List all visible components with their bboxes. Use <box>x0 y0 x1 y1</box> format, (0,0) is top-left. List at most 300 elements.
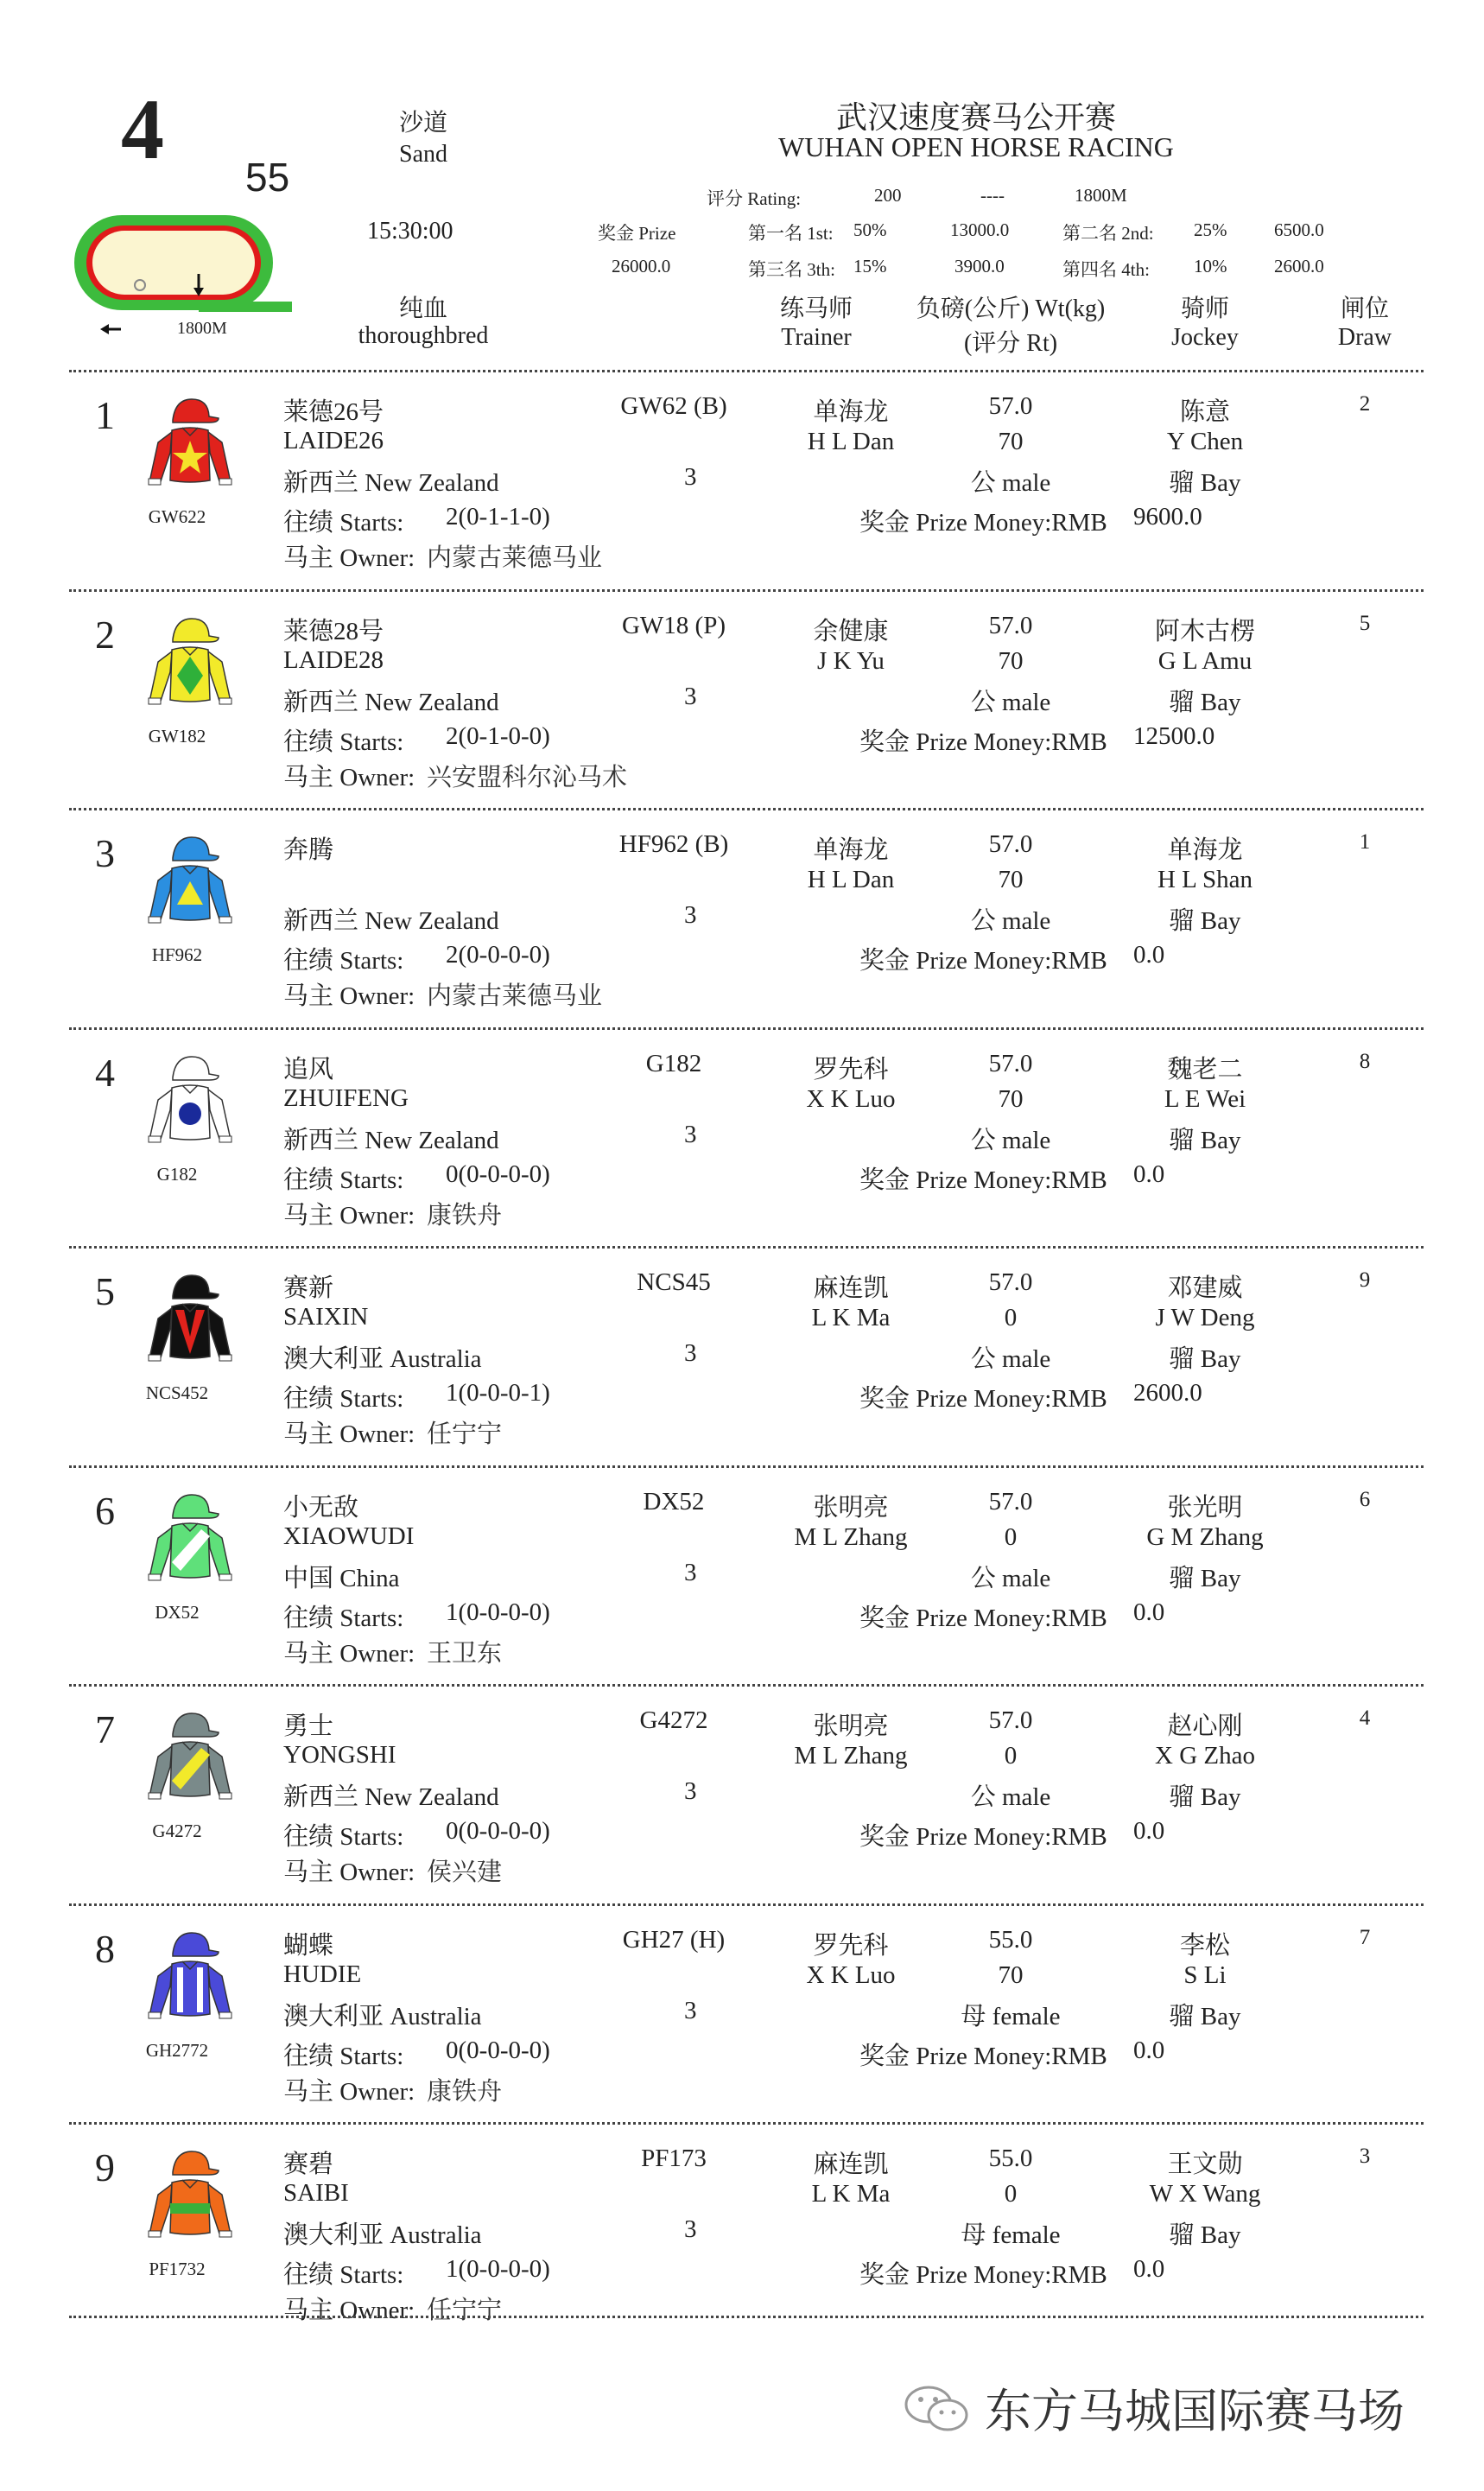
horse-origin: 澳大利亚 Australia <box>283 2002 482 2030</box>
silk-sleeve-right <box>208 1528 231 1579</box>
owner-label: 马主 Owner: <box>283 763 415 791</box>
fourth-label: 第四名 4th: <box>1062 259 1150 280</box>
horse-age: 3 <box>684 1996 697 2024</box>
horse-sex: 母 female <box>961 2002 1061 2030</box>
silk-sleeve-left <box>149 1528 172 1579</box>
horse-age: 3 <box>684 2215 697 2243</box>
horse-sex: 公 male <box>970 1783 1051 1811</box>
jockey-silk <box>143 1272 238 1378</box>
draw-number: 5 <box>1359 611 1371 635</box>
third-amt: 3900.0 <box>954 256 1005 276</box>
starts-label: 往绩 Starts: <box>283 509 404 537</box>
silk-sleeve-left <box>149 432 172 484</box>
horse-code: NCS45 <box>637 1268 711 1296</box>
draw-number: 2 <box>1359 392 1371 416</box>
carried-weight: 55.0 <box>988 1925 1033 1954</box>
horse-color: 骝 Bay <box>1169 1783 1241 1811</box>
horse-rating: 70 <box>998 1084 1024 1113</box>
jockey-en: G M Zhang <box>1146 1522 1264 1551</box>
jockey-zh: 邓建威 <box>1167 1274 1243 1302</box>
owner-name: 康铁舟 <box>427 1201 503 1230</box>
horse-origin: 新西兰 New Zealand <box>283 688 499 716</box>
entry-separator <box>69 370 1424 372</box>
silk-cuff-right <box>219 2231 231 2237</box>
silk-cuff-left <box>149 1355 161 1361</box>
race-index: 55 <box>245 155 290 200</box>
prize-money-value: 9600.0 <box>1133 503 1202 531</box>
silk-code: PF1732 <box>149 2259 206 2279</box>
jockey-zh: 李松 <box>1179 1931 1230 1960</box>
col-weight-en: (评分 Rt) <box>963 330 1058 357</box>
silk-sleeve-left <box>149 2184 172 2236</box>
prize-money-value: 0.0 <box>1133 1598 1165 1626</box>
entry-separator <box>69 1684 1424 1687</box>
horse-name-zh: 赛碧 <box>283 2151 334 2178</box>
rating-label: 评分 Rating: <box>707 188 802 209</box>
second-amt: 6500.0 <box>1274 219 1324 240</box>
jockey-en: J W Deng <box>1155 1304 1255 1331</box>
silk-cuff-right <box>219 1574 231 1580</box>
horse-number: 5 <box>95 1269 115 1313</box>
silk-sleeve-right <box>208 1090 231 1141</box>
horse-name-zh: 勇士 <box>283 1713 334 1740</box>
draw-number: 7 <box>1359 1925 1371 1949</box>
jockey-silk-icon <box>143 1053 238 1153</box>
first-pct: 50% <box>853 219 887 240</box>
horse-number: 9 <box>95 2145 115 2189</box>
silk-code: G182 <box>156 1163 198 1185</box>
rating-value: 200 <box>874 185 902 206</box>
bottom-separator <box>69 2316 1424 2318</box>
second-pct: 25% <box>1194 219 1227 240</box>
draw-number: 1 <box>1359 830 1371 854</box>
silk-brace-right <box>197 1967 203 2012</box>
horse-origin: 新西兰 New Zealand <box>283 469 499 497</box>
silk-cuff-right <box>219 2012 231 2018</box>
silk-sleeve-left <box>149 1966 172 2018</box>
jockey-zh: 王文勋 <box>1167 2151 1243 2178</box>
horse-name-en: XIAOWUDI <box>283 1522 415 1550</box>
owner-label: 马主 Owner: <box>283 1420 415 1448</box>
jockey-silk-icon <box>143 396 238 495</box>
horse-number: 4 <box>95 1050 115 1095</box>
jockey-en: L E Wei <box>1164 1084 1246 1113</box>
jockey-silk-icon <box>143 1710 238 1809</box>
horse-name-zh: 追风 <box>283 1055 334 1083</box>
race-entry <box>0 372 1484 590</box>
trainer-zh: 单海龙 <box>813 836 889 864</box>
jockey-zh: 单海龙 <box>1167 836 1243 864</box>
horse-origin: 澳大利亚 Australia <box>283 1345 482 1373</box>
fourth-amt: 2600.0 <box>1274 256 1324 276</box>
horse-name-en: ZHUIFENG <box>283 1083 409 1112</box>
carried-weight: 57.0 <box>988 1706 1033 1734</box>
silk-cap <box>173 1057 219 1080</box>
prize-total: 26000.0 <box>612 256 671 276</box>
silk-brace-left <box>177 1967 183 2012</box>
jockey-zh: 阿木古楞 <box>1154 617 1255 645</box>
draw-number: 9 <box>1359 1268 1371 1292</box>
silk-sleeve-right <box>208 1966 231 2018</box>
jockey-silk <box>143 2148 238 2254</box>
owner-name: 内蒙古莱德马业 <box>427 544 603 572</box>
silk-cuff-right <box>219 1136 231 1142</box>
fourth-pct: 10% <box>1194 256 1227 276</box>
silk-code: GW182 <box>148 725 206 747</box>
horse-number: 6 <box>95 1488 115 1533</box>
owner-label: 马主 Owner: <box>283 1639 415 1668</box>
col-jockey-en: Jockey <box>1171 324 1239 351</box>
first-amt: 13000.0 <box>950 219 1010 240</box>
horse-color: 骝 Bay <box>1169 2221 1241 2249</box>
horse-color: 骝 Bay <box>1169 688 1241 716</box>
trainer-zh: 麻连凯 <box>813 2151 889 2178</box>
horse-number: 3 <box>95 831 115 875</box>
draw-number: 4 <box>1359 1706 1371 1730</box>
horse-code: PF173 <box>641 2145 707 2172</box>
entry-separator <box>69 1465 1424 1468</box>
silk-sleeve-right <box>208 2184 231 2236</box>
horse-sex: 公 male <box>970 1126 1051 1154</box>
silk-sleeve-left <box>149 870 172 922</box>
carried-weight: 57.0 <box>988 830 1033 858</box>
horse-age: 3 <box>684 1777 697 1805</box>
draw-number: 6 <box>1359 1487 1371 1511</box>
horse-code: GW62 (B) <box>620 392 727 420</box>
horse-age: 3 <box>684 901 697 929</box>
jockey-en: H L Shan <box>1157 866 1253 893</box>
trainer-zh: 余健康 <box>813 617 889 645</box>
race-title-zh: 武汉速度赛马公开赛 <box>835 100 1116 135</box>
prize-money-label: 奖金 Prize Money:RMB <box>859 1385 1107 1413</box>
carried-weight: 57.0 <box>988 1268 1033 1296</box>
breed-zh: 纯血 <box>398 295 447 322</box>
horse-code: G182 <box>645 1049 702 1077</box>
horse-origin: 中国 China <box>283 1564 400 1592</box>
jockey-en: X G Zhao <box>1155 1742 1255 1770</box>
starts-record: 1(0-0-0-0) <box>446 1598 550 1626</box>
third-label: 第三名 3th: <box>748 259 835 280</box>
entry-separator <box>69 2122 1424 2125</box>
starts-label: 往绩 Starts: <box>283 2261 404 2289</box>
trainer-zh: 罗先科 <box>813 1931 889 1960</box>
race-time: 15:30:00 <box>367 218 453 245</box>
silk-code: HF962 <box>151 944 203 965</box>
jockey-silk-icon <box>143 1929 238 2029</box>
prize-money-label: 奖金 Prize Money:RMB <box>859 1166 1107 1194</box>
col-trainer-zh: 练马师 <box>779 295 853 322</box>
silk-cuff-right <box>219 917 231 923</box>
owner-name: 任宁宁 <box>427 1420 503 1448</box>
jockey-silk-icon <box>143 615 238 715</box>
owner-label: 马主 Owner: <box>283 1201 415 1230</box>
starts-label: 往绩 Starts: <box>283 947 404 975</box>
carried-weight: 57.0 <box>988 611 1033 639</box>
carried-weight: 57.0 <box>988 1487 1033 1516</box>
jockey-zh: 魏老二 <box>1167 1055 1243 1083</box>
starts-record: 1(0-0-0-0) <box>446 2255 550 2283</box>
silk-sleeve-right <box>208 870 231 922</box>
prize-label: 奖金 Prize <box>598 223 676 244</box>
trainer-en: M L Zhang <box>794 1522 908 1551</box>
starts-record: 1(0-0-0-1) <box>446 1379 550 1407</box>
jockey-silk <box>143 615 238 721</box>
carried-weight: 57.0 <box>988 1049 1033 1077</box>
silk-cap <box>173 619 219 642</box>
entry-separator <box>69 1027 1424 1030</box>
trainer-en: X K Luo <box>806 1960 896 1989</box>
carried-weight: 57.0 <box>988 392 1033 420</box>
owner-name: 兴安盟科尔沁马术 <box>427 763 628 791</box>
surface-zh: 沙道 <box>398 110 447 137</box>
jockey-en: Y Chen <box>1166 428 1244 455</box>
col-draw-en: Draw <box>1337 324 1392 351</box>
first-label: 第一名 1st: <box>748 223 834 244</box>
silk-cuff-left <box>149 479 161 485</box>
horse-sex: 公 male <box>970 1345 1051 1373</box>
prize-money-label: 奖金 Prize Money:RMB <box>859 1823 1107 1851</box>
owner-label: 马主 Owner: <box>283 2297 415 2324</box>
prize-money-value: 2600.0 <box>1133 1379 1202 1407</box>
race-entry <box>0 810 1484 1028</box>
jockey-silk-icon <box>143 2148 238 2247</box>
race-entry <box>0 1905 1484 2124</box>
horse-name-en: YONGSHI <box>283 1741 396 1769</box>
silk-cap <box>173 1713 219 1737</box>
silk-sleeve-right <box>208 1746 231 1798</box>
jockey-zh: 陈意 <box>1179 398 1230 426</box>
horse-rating: 70 <box>998 1960 1024 1989</box>
breed-en: thoroughbred <box>358 322 489 349</box>
starts-label: 往绩 Starts: <box>283 728 404 756</box>
silk-code: NCS452 <box>145 1382 209 1403</box>
starts-record: 2(0-1-0-0) <box>446 721 550 750</box>
starts-record: 0(0-0-0-0) <box>446 1160 550 1188</box>
jockey-zh: 赵心刚 <box>1167 1713 1243 1740</box>
prize-money-label: 奖金 Prize Money:RMB <box>859 947 1107 975</box>
carried-weight: 55.0 <box>988 2145 1033 2172</box>
starts-label: 往绩 Starts: <box>283 1823 404 1851</box>
starts-label: 往绩 Starts: <box>283 2042 404 2070</box>
horse-sex: 公 male <box>970 907 1051 935</box>
horse-name-en: HUDIE <box>283 1960 362 1988</box>
horse-name-zh: 莱德28号 <box>283 617 384 645</box>
jockey-zh: 张光明 <box>1167 1493 1243 1522</box>
trainer-zh: 张明亮 <box>813 1713 889 1740</box>
starts-label: 往绩 Starts: <box>283 1604 404 1632</box>
col-jockey-zh: 骑师 <box>1180 295 1229 322</box>
draw-number: 3 <box>1359 2145 1371 2168</box>
silk-code: DX52 <box>155 1601 200 1623</box>
race-entry <box>0 2124 1484 2342</box>
horse-name-zh: 奔腾 <box>283 836 334 864</box>
silk-cuff-left <box>149 2231 161 2237</box>
horse-name-zh: 莱德26号 <box>283 398 384 426</box>
horse-code: GH27 (H) <box>622 1925 726 1954</box>
horse-sex: 公 male <box>970 469 1051 497</box>
silk-cap <box>173 1495 219 1518</box>
starts-record: 2(0-0-0-0) <box>446 941 550 969</box>
silk-cap <box>173 1275 219 1299</box>
race-entry <box>0 1248 1484 1466</box>
horse-rating: 0 <box>1004 1742 1018 1770</box>
horse-number: 1 <box>95 393 115 437</box>
horse-color: 骝 Bay <box>1169 1126 1241 1154</box>
jockey-silk-icon <box>143 1491 238 1591</box>
horse-rating: 0 <box>1004 1304 1018 1331</box>
race-entry <box>0 1686 1484 1904</box>
trainer-en: M L Zhang <box>794 1742 908 1770</box>
horse-sex: 公 male <box>970 688 1051 716</box>
owner-name: 内蒙古莱德马业 <box>427 982 603 1010</box>
horse-color: 骝 Bay <box>1169 1345 1241 1373</box>
race-title-en: WUHAN OPEN HORSE RACING <box>778 131 1174 162</box>
owner-name: 王卫东 <box>427 1639 503 1668</box>
owner-label: 马主 Owner: <box>283 1859 415 1886</box>
silk-cuff-left <box>149 917 161 923</box>
race-entry <box>0 1467 1484 1686</box>
silk-sleeve-left <box>149 651 172 703</box>
silk-hoop <box>170 2203 210 2214</box>
rating-dash: ---- <box>980 185 1005 206</box>
horse-color: 骝 Bay <box>1169 1564 1241 1592</box>
horse-age: 3 <box>684 1339 697 1367</box>
horse-color: 骝 Bay <box>1169 2002 1241 2030</box>
jockey-silk <box>143 396 238 502</box>
owner-label: 马主 Owner: <box>283 544 415 572</box>
horse-name-zh: 蝴蝶 <box>283 1931 334 1960</box>
wechat-icon <box>903 2382 972 2434</box>
horse-number: 8 <box>95 1926 115 1971</box>
horse-origin: 新西兰 New Zealand <box>283 1783 499 1811</box>
trainer-en: L K Ma <box>811 1304 891 1331</box>
silk-cuff-left <box>149 1574 161 1580</box>
horse-code: HF962 (B) <box>618 830 729 858</box>
horse-number: 7 <box>95 1707 115 1751</box>
entry-separator <box>69 808 1424 810</box>
owner-name: 康铁舟 <box>427 2077 503 2106</box>
jockey-silk-icon <box>143 834 238 933</box>
silk-cuff-right <box>219 479 231 485</box>
silk-disc <box>179 1103 201 1125</box>
prize-money-value: 0.0 <box>1133 1817 1165 1845</box>
prize-money-label: 奖金 Prize Money:RMB <box>859 1604 1107 1632</box>
starts-record: 0(0-0-0-0) <box>446 2036 550 2064</box>
silk-cuff-right <box>219 698 231 704</box>
silk-cuff-right <box>219 1793 231 1799</box>
prize-money-label: 奖金 Prize Money:RMB <box>859 2261 1107 2289</box>
owner-label: 马主 Owner: <box>283 982 415 1010</box>
owner-label: 马主 Owner: <box>283 2077 415 2106</box>
silk-sleeve-left <box>149 1308 172 1360</box>
jockey-silk <box>143 834 238 940</box>
footer-brand-text: 东方马城国际赛马场 <box>985 2384 1405 2438</box>
draw-number: 8 <box>1359 1049 1371 1073</box>
silk-sleeve-right <box>208 651 231 703</box>
trainer-zh: 罗先科 <box>813 1055 889 1083</box>
trainer-zh: 麻连凯 <box>813 1274 889 1302</box>
silk-code: G4272 <box>152 1821 202 1841</box>
silk-sleeve-left <box>149 1746 172 1798</box>
trainer-en: H L Dan <box>807 428 895 455</box>
prize-money-value: 0.0 <box>1133 941 1165 969</box>
trainer-en: X K Luo <box>806 1084 896 1113</box>
silk-code: GW622 <box>148 506 206 527</box>
horse-rating: 70 <box>998 428 1024 455</box>
jockey-silk <box>143 1491 238 1598</box>
surface-en: Sand <box>399 141 447 168</box>
horse-name-zh: 赛新 <box>283 1274 334 1302</box>
distance: 1800M <box>1075 185 1127 206</box>
horse-origin: 新西兰 New Zealand <box>283 907 499 935</box>
entry-separator <box>69 1246 1424 1249</box>
second-label: 第二名 2nd: <box>1062 223 1154 244</box>
horse-code: DX52 <box>643 1487 705 1516</box>
silk-cuff-left <box>149 1136 161 1142</box>
silk-cuff-left <box>149 1793 161 1799</box>
horse-rating: 70 <box>998 866 1024 893</box>
silk-code: GH2772 <box>145 2039 209 2061</box>
horse-age: 3 <box>684 1120 697 1148</box>
col-trainer-en: Trainer <box>781 324 852 351</box>
horse-age: 3 <box>684 682 697 710</box>
horse-sex: 母 female <box>961 2221 1061 2249</box>
horse-rating: 0 <box>1004 1522 1018 1551</box>
trainer-en: L K Ma <box>811 2180 891 2208</box>
jockey-silk <box>143 1929 238 2036</box>
jockey-silk <box>143 1710 238 1816</box>
horse-name-en: SAIBI <box>283 2179 349 2207</box>
starts-record: 2(0-1-1-0) <box>446 503 550 531</box>
horse-age: 3 <box>684 1558 697 1586</box>
silk-sleeve-right <box>208 1308 231 1360</box>
horse-name-en: SAIXIN <box>283 1303 369 1331</box>
race-entry <box>0 1029 1484 1248</box>
horse-color: 骝 Bay <box>1169 907 1241 935</box>
horse-age: 3 <box>684 463 697 491</box>
jockey-en: W X Wang <box>1149 2180 1261 2208</box>
race-number: 4 <box>121 81 164 177</box>
silk-cap <box>173 399 219 423</box>
trainer-zh: 单海龙 <box>813 398 889 426</box>
horse-code: G4272 <box>639 1706 708 1734</box>
trainer-en: H L Dan <box>807 866 895 893</box>
prize-money-value: 0.0 <box>1133 2255 1165 2283</box>
trainer-en: J K Yu <box>817 646 885 675</box>
jockey-en: G L Amu <box>1157 646 1253 675</box>
race-entry <box>0 591 1484 810</box>
trainer-zh: 张明亮 <box>813 1493 889 1522</box>
prize-money-value: 12500.0 <box>1133 721 1215 750</box>
silk-cap <box>173 837 219 861</box>
owner-name: 侯兴建 <box>427 1859 503 1886</box>
horse-name-en: LAIDE28 <box>283 645 384 674</box>
entry-separator <box>69 1903 1424 1906</box>
silk-cap <box>173 2151 219 2175</box>
prize-money-label: 奖金 Prize Money:RMB <box>859 2042 1107 2070</box>
silk-cuff-left <box>149 698 161 704</box>
silk-cap <box>173 1933 219 1956</box>
horse-rating: 70 <box>998 646 1024 675</box>
silk-sleeve-left <box>149 1090 172 1141</box>
horse-origin: 新西兰 New Zealand <box>283 1126 499 1154</box>
horse-name-zh: 小无敌 <box>283 1493 359 1522</box>
entry-separator <box>69 589 1424 592</box>
col-weight-zh: 负磅(公斤) Wt(kg) <box>916 295 1106 322</box>
horse-name-en: LAIDE26 <box>283 427 384 454</box>
owner-name: 任宁宁 <box>427 2297 503 2324</box>
prize-money-value: 0.0 <box>1133 2036 1165 2064</box>
